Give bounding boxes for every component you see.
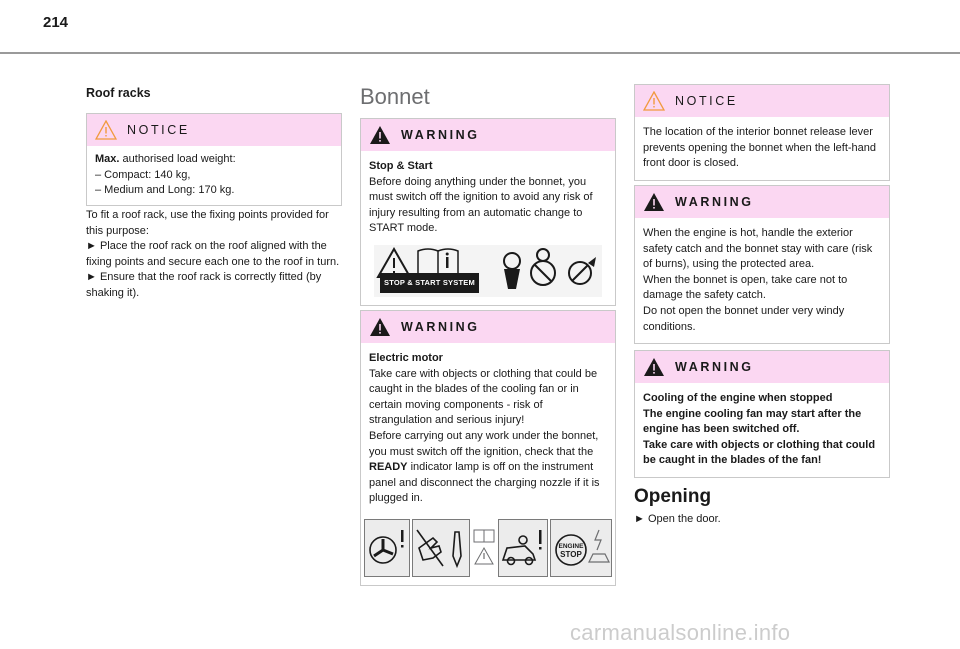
warning-label: WARNING [401, 128, 480, 142]
warning-triangle-icon [369, 317, 391, 337]
stop-label: STOP [560, 549, 582, 559]
warning-heading-electric-motor: Electric motor [369, 352, 443, 364]
warning-body [635, 218, 889, 343]
fan-icon [365, 526, 409, 570]
car-warning-icon [499, 526, 547, 570]
bonnet-title: Bonnet [360, 84, 430, 109]
warning-body [361, 151, 615, 305]
notice-text-bonnet-lever: The location of the interior bonnet release lever prevents opening the bonnet when the left-hand front door is closed. [643, 126, 877, 170]
warning-cooling-fan: The engine cooling fan may start after the engine has been switched off. [643, 407, 862, 436]
header-divider [0, 52, 960, 54]
notice-header [87, 114, 341, 146]
roof-racks-intro: To fit a roof rack, use the fixing points provided for this purpose: [86, 209, 329, 237]
roof-racks-step-place: ► Place the roof rack on the roof aligned with the fixing points and secure each one to the roof in turn. [86, 240, 340, 268]
warning-label: WARNING [401, 320, 480, 334]
warning-triangle-icon [643, 192, 665, 212]
warning-text-hot-engine: When the engine is hot, handle the exterior safety catch and the bonnet stay with care (risk of burns), using the protected area. [643, 227, 873, 271]
notice-box-bonnet [634, 84, 890, 181]
engine-stop-icon [551, 526, 611, 570]
book-warning-icon [472, 528, 496, 568]
notice-body [87, 146, 341, 205]
engine-stop-pictogram [550, 519, 612, 577]
warning-text-electric-motor-1: Take care with objects or clothing that could be caught in the blades of the cooling fan or in certain moving components - risk of strangulation and serious injury! [369, 367, 598, 427]
notice-triangle-icon [643, 91, 665, 111]
page-number: 214 [43, 14, 69, 31]
notice-max-weight: Max. authorised load weight: [95, 153, 236, 165]
stop-start-pictogram [369, 245, 607, 297]
opening-title: Opening [634, 486, 712, 507]
warning-header [635, 351, 889, 383]
notice-label: NOTICE [127, 123, 190, 137]
warning-label: WARNING [675, 195, 754, 209]
warning-body [635, 383, 889, 477]
roof-racks-title: Roof racks [86, 86, 151, 100]
opening-step: ► Open the door. [634, 513, 721, 525]
warning-box-electric-motor [360, 310, 616, 586]
roof-racks-step-ensure: ► Ensure that the roof rack is correctly fitted (by shaking it). [86, 271, 322, 299]
warning-heading-stop-start: Stop & Start [369, 160, 433, 172]
notice-label: NOTICE [675, 94, 738, 108]
warning-cooling-clothing: Take care with objects or clothing that could be caught in the blades of the fan! [643, 438, 876, 467]
warning-box-hot-engine [634, 185, 890, 344]
hand-hazard-pictogram [412, 519, 470, 577]
car-service-pictogram [498, 519, 548, 577]
hand-tie-icon [413, 526, 469, 570]
warning-text-windy: Do not open the bonnet under very windy conditions. [643, 304, 845, 333]
notice-header [635, 85, 889, 117]
fan-warning-pictogram [364, 519, 410, 577]
warning-triangle-icon [369, 125, 391, 145]
warning-label: WARNING [675, 360, 754, 374]
warning-body [361, 343, 615, 585]
warning-text-stop-start: Before doing anything under the bonnet, you must switch off the ignition to avoid any risk of injury resulting from an automatic change to START mode. [369, 175, 593, 235]
notice-box-roof [86, 113, 342, 206]
notice-medium-long-weight: – Medium and Long: 170 kg. [95, 184, 235, 197]
warning-cooling-heading: Cooling of the engine when stopped [643, 392, 833, 404]
manual-notice-pictogram [472, 519, 496, 577]
electric-motor-pictogram [369, 519, 607, 577]
warning-text-electric-motor-2: Before carrying out any work under the bonnet, you must switch off the ignition, check that the READY indicator lamp is off on the instrument panel and disconnect the charging nozzle if it is plugged in. [369, 429, 600, 505]
roof-racks-instructions [86, 208, 342, 302]
stop-start-system-label: STOP & START SYSTEM [380, 273, 479, 293]
warning-header [361, 311, 615, 343]
engine-label: ENGINE [558, 542, 584, 550]
warning-triangle-icon [643, 357, 665, 377]
warning-box-stop-start [360, 118, 616, 306]
notice-triangle-icon [95, 120, 117, 140]
watermark: carmanualsonline.info [570, 620, 791, 645]
warning-header [635, 186, 889, 218]
warning-text-safety-catch: When the bonnet is open, take care not to damage the safety catch. [643, 273, 848, 302]
notice-body [635, 117, 889, 180]
warning-box-cooling [634, 350, 890, 478]
notice-compact-weight: – Compact: 140 kg, [95, 168, 191, 181]
warning-header [361, 119, 615, 151]
